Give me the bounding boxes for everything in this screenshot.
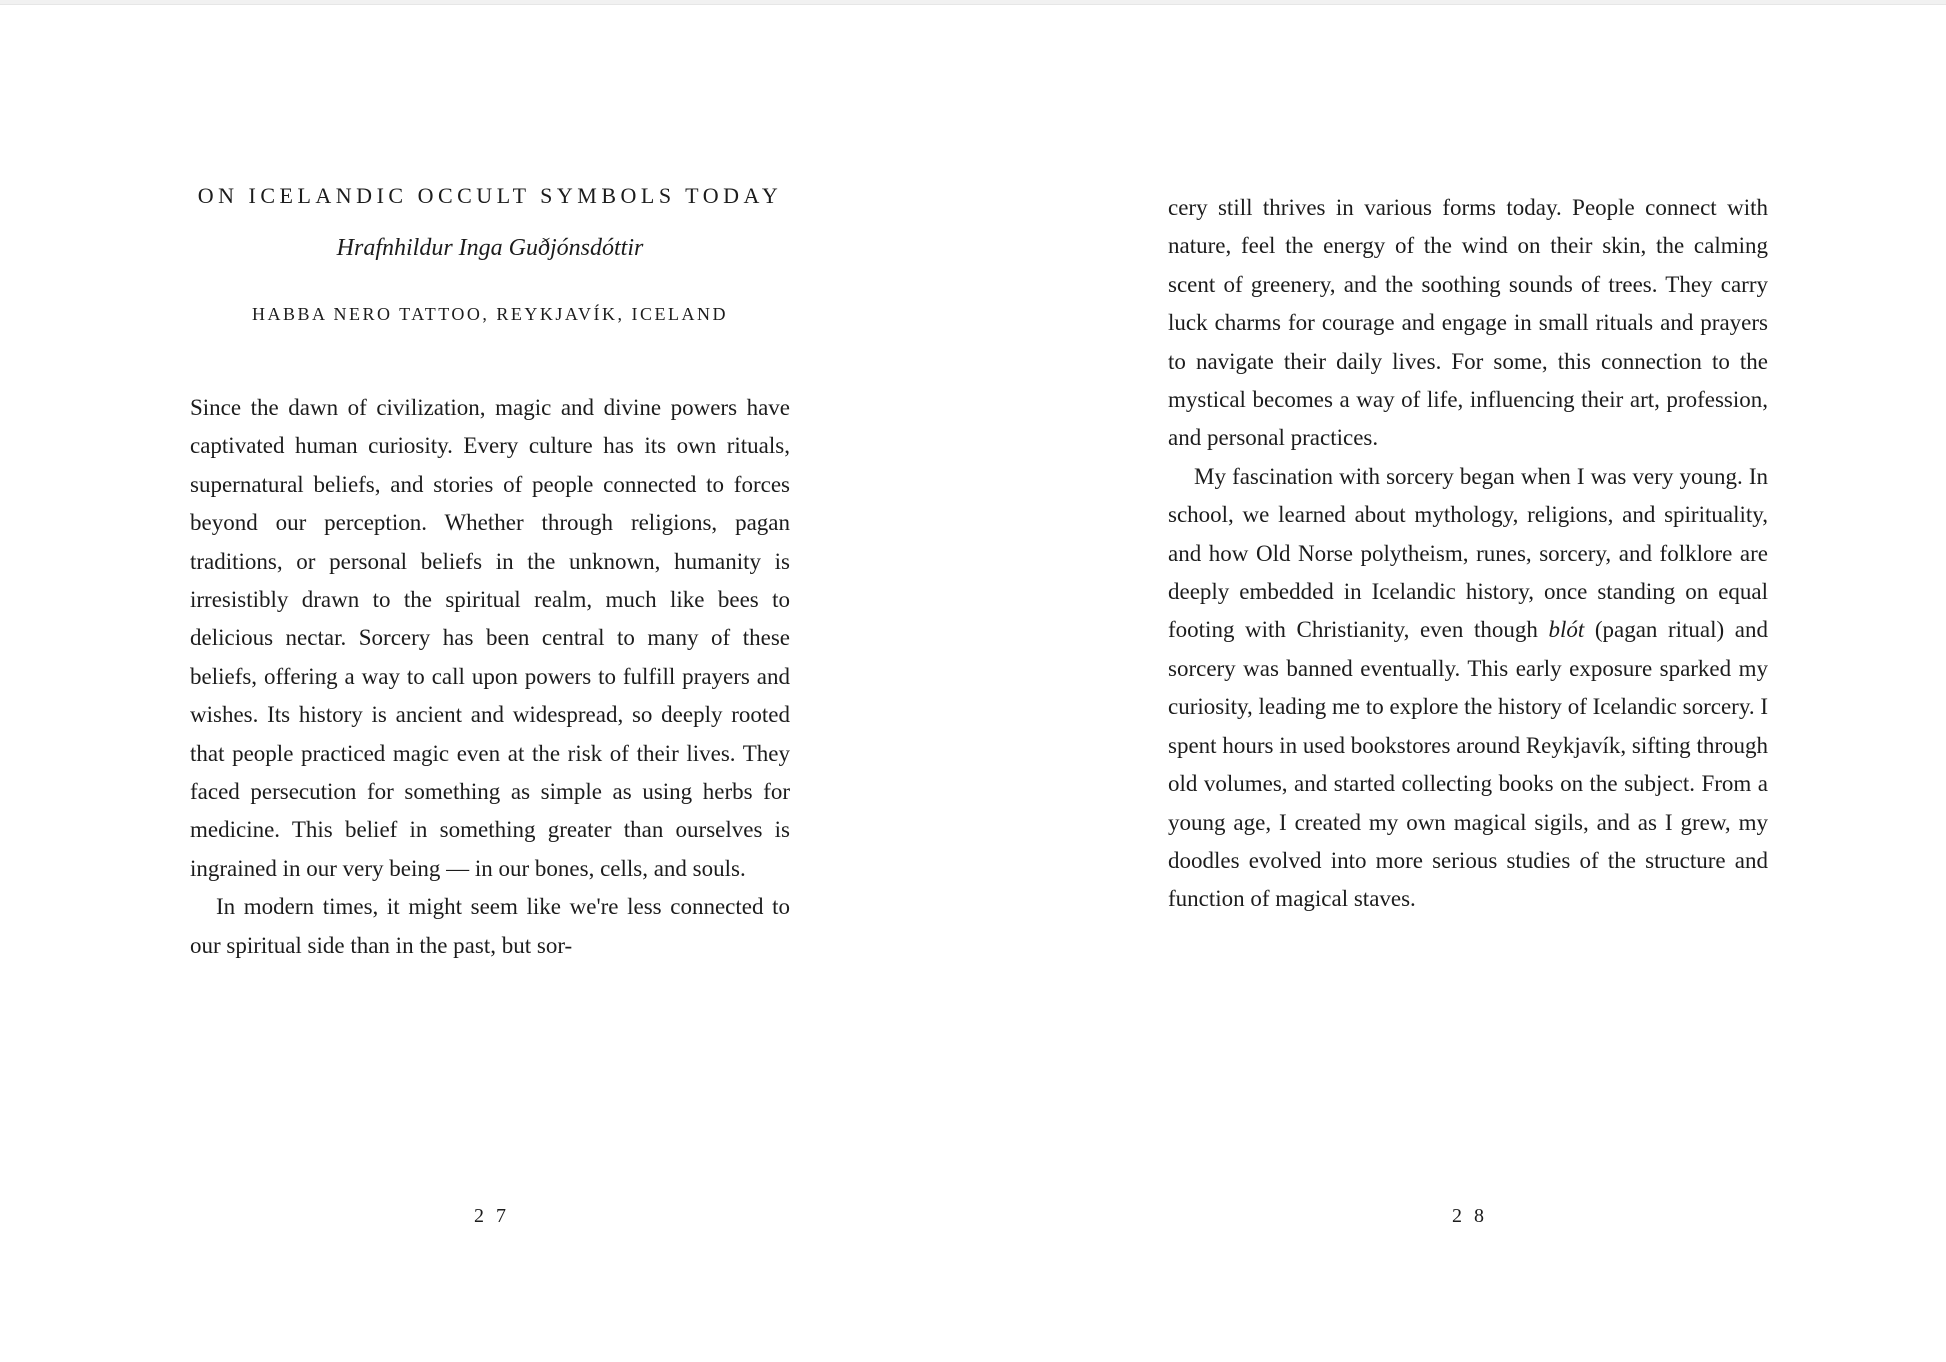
right-page-body [1168, 189, 1768, 919]
chapter-title: ON ICELANDIC OCCULT SYMBOLS TODAY [197, 183, 783, 208]
paragraph: Since the dawn of civilization, magic and divine powers have captivated human curiosity. Every culture has its own rituals, supernatural beliefs, and stories of people connected to forces beyond our perception. Whether through religions, pagan traditions, or personal beliefs in the unknown, humanity is irresistibly drawn to the spiritual realm, much like bees to delicious nectar. Sorcery has been central to many of these beliefs, offering a way to call upon powers to fulfill prayers and wishes. Its history is ancient and widespread, so deeply rooted that people practiced magic even at the risk of their lives. They faced persecution for something as simple as using herbs for medicine. This belief in something greater than ourselves is ingrained in our very being — in our bones, cells, and souls. [190, 395, 790, 881]
right-page-number: 28 [1452, 1205, 1496, 1227]
chapter-author: Hrafnhildur Inga Guðjónsdóttir [336, 235, 644, 261]
chapter-affiliation: HABBA NERO TATTOO, REYKJAVÍK, ICELAND [251, 304, 729, 324]
left-page-body [190, 389, 790, 965]
paragraph: cery still thrives in various forms today. People connect with nature, feel the energy of the wind on their skin, the calming scent of greenery, and the soothing sounds of trees. They carry luck charms for courage and engage in small rituals and prayers to navigate their daily lives. For some, this connection to the mystical becomes a way of life, influencing their art, profession, and personal practices. [1168, 195, 1768, 451]
top-strip [0, 0, 1946, 5]
paragraph: My fascination with sorcery began when I was very young. In school, we learned about mythology, religions, and spirituality, and how Old Norse polytheism, runes, sorcery, and folklore are deeply embedded in Icelandic history, once standing on equal footing with Christianity, even though blót (pagan ritual) and sorcery was banned eventually. This early exposure sparked my curiosity, leading me to explore the history of Icelandic sorcery. I spent hours in used bookstores around Reykjavík, sifting through old volumes, and started collecting books on the subject. From a young age, I created my own magical sigils, and as I grew, my doodles evolved into more serious studies of the structure and function of magical staves. [1168, 463, 1768, 912]
paragraph: In modern times, it might seem like we're less connected to our spiritual side than in the past, but sor- [190, 894, 790, 958]
left-page-number: 27 [474, 1205, 518, 1227]
